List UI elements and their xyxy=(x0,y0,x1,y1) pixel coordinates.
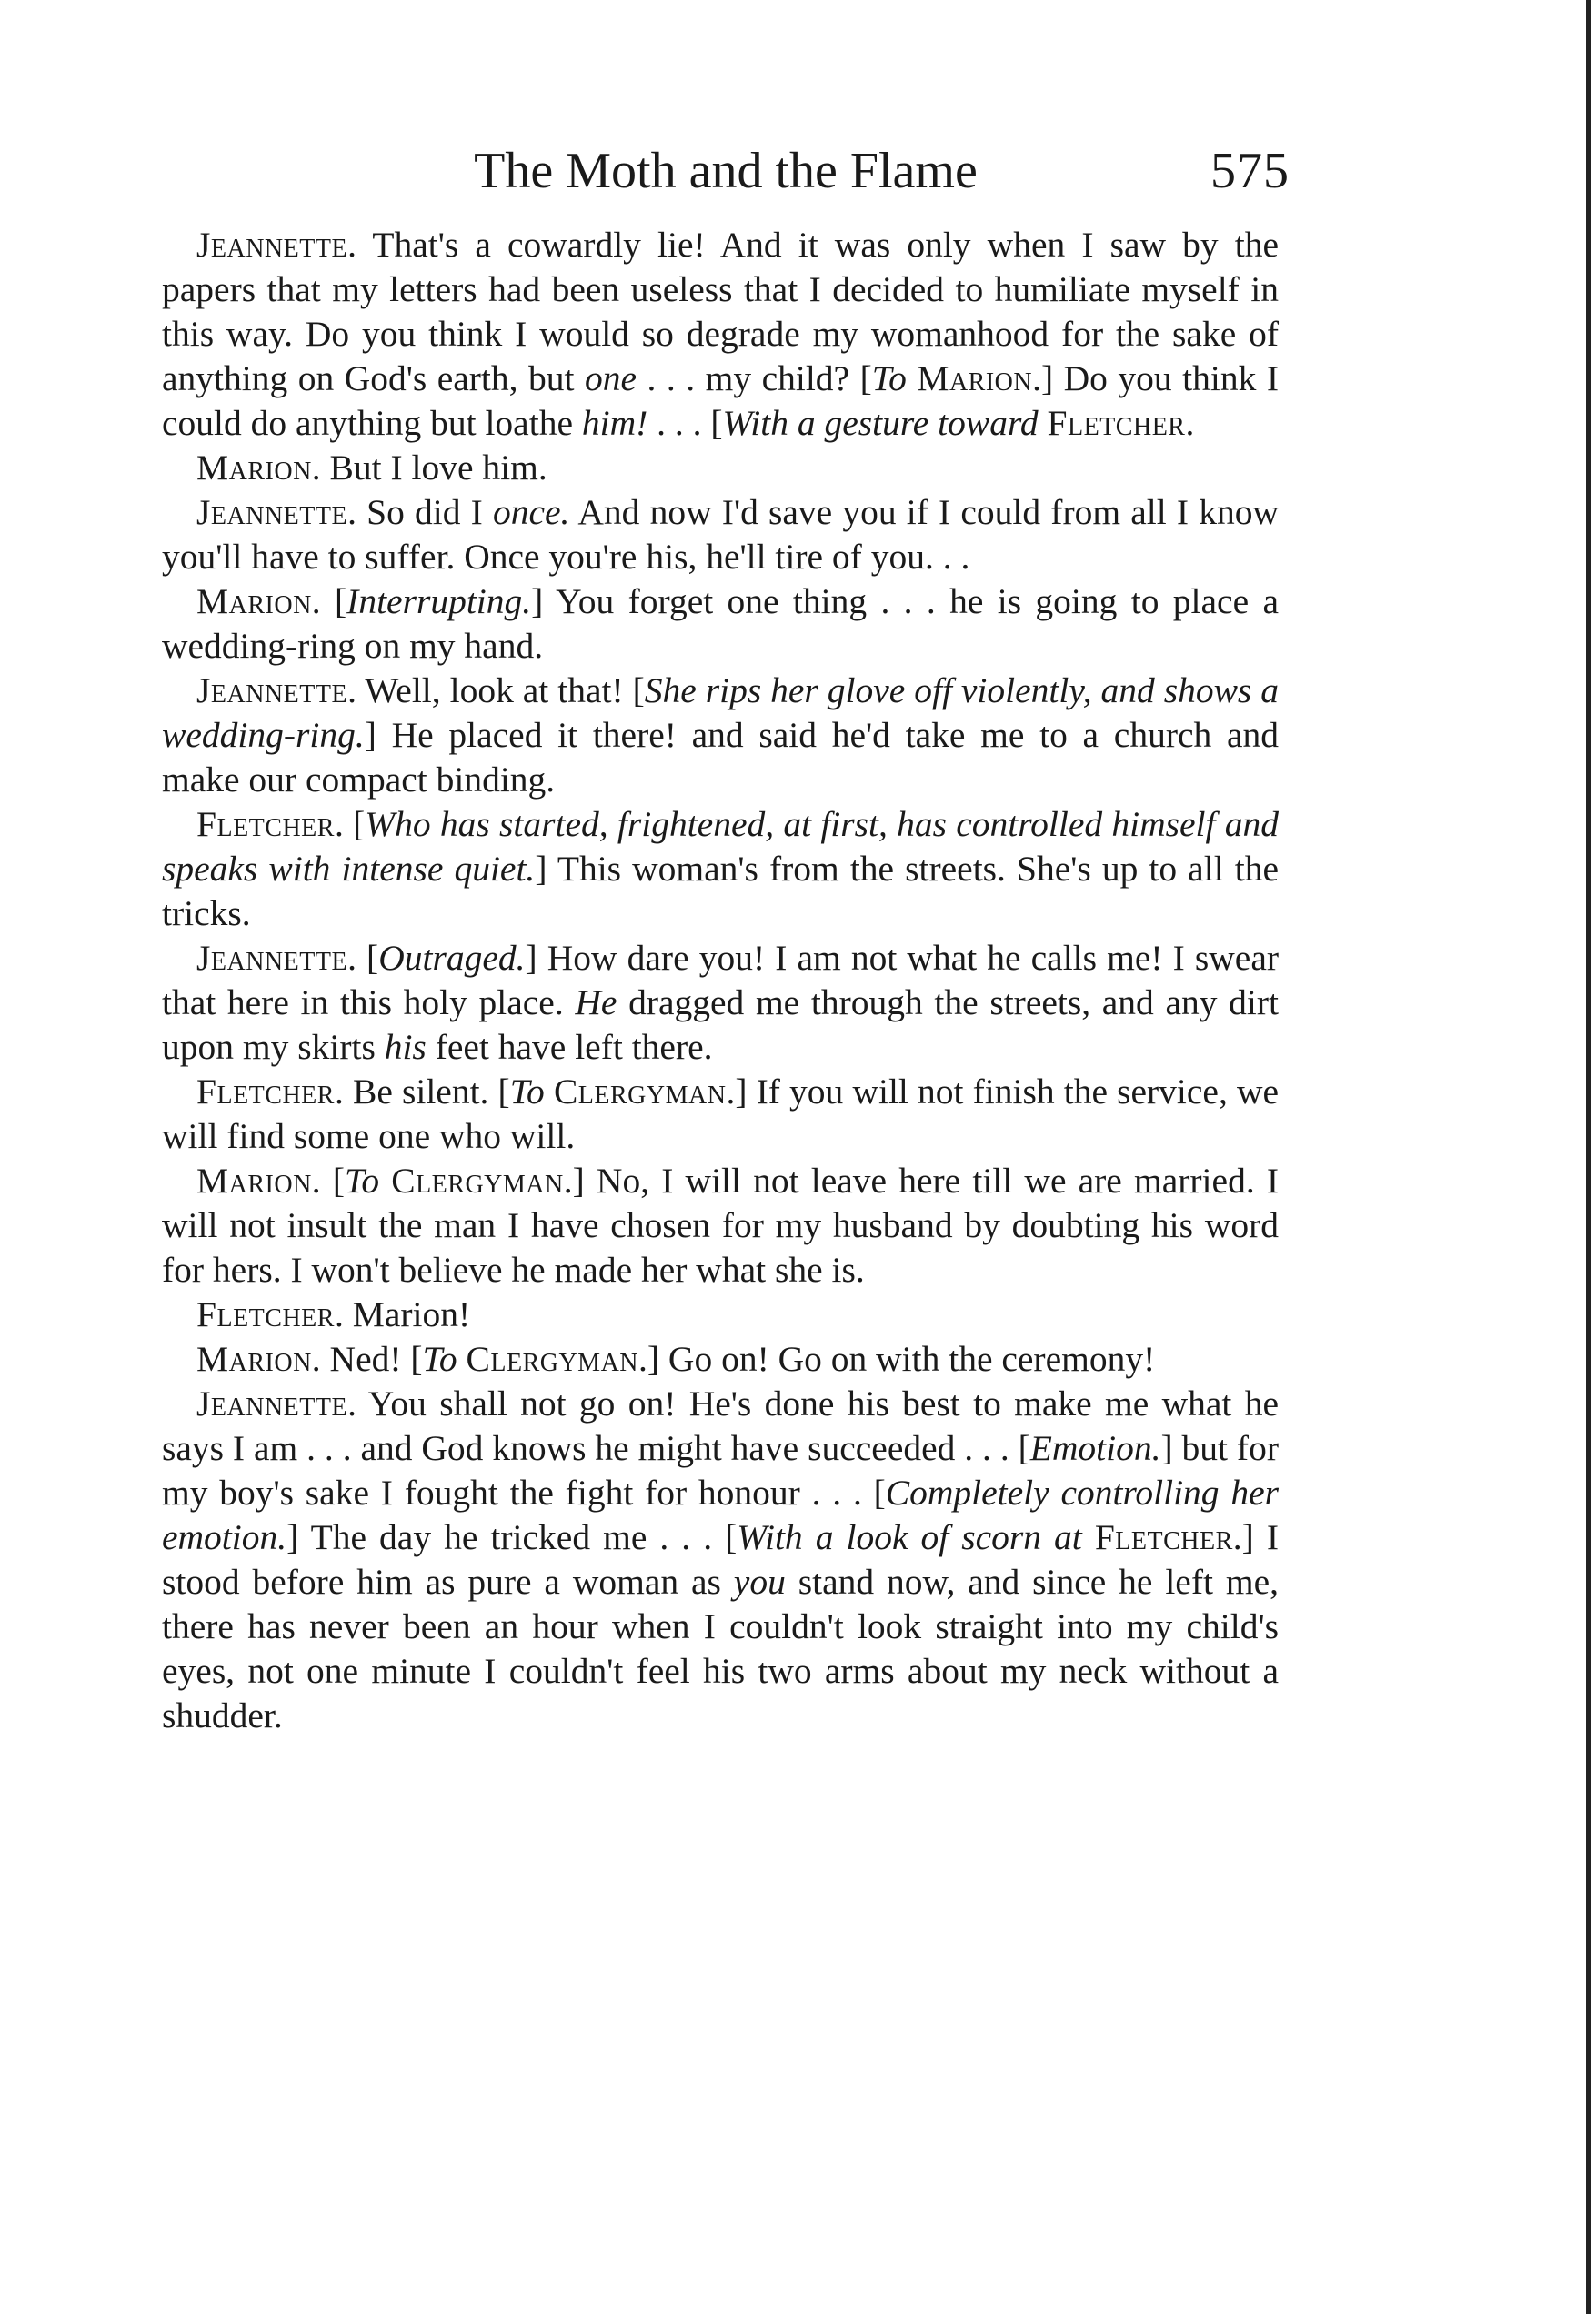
stage-direction: To xyxy=(871,358,907,398)
dialogue-text: . [ xyxy=(334,804,366,844)
dialogue-text xyxy=(379,1161,391,1201)
speaker-name: Clergyman xyxy=(466,1339,639,1379)
speaker-name: Fletcher xyxy=(1047,403,1186,443)
stage-direction: Completely controlling her emotion. xyxy=(162,1473,1279,1557)
dialogue-text: . [ xyxy=(347,938,379,978)
dialogue-text: . But I love him. xyxy=(311,448,547,488)
dialogue-text: .] I stood before him as pure a woman as xyxy=(162,1517,1280,1602)
stage-direction: She rips her glove off violently, and shows a wedding-ring. xyxy=(162,670,1280,755)
dialogue-text: . [ xyxy=(311,1161,345,1201)
dialogue-text: And now I'd save you if I could from all I know you'll have to suffer. Once you're his, he'll tire of you. . . xyxy=(162,492,1279,577)
running-header xyxy=(162,135,1290,207)
stage-direction: Outraged. xyxy=(378,938,526,978)
dialogue-text: ] The day he tricked me . . . [ xyxy=(286,1517,738,1557)
dialogue-text xyxy=(1039,403,1048,443)
speaker-name: Fletcher xyxy=(1094,1517,1233,1557)
dialogue-text: ] He placed it there! and said he'd take me to a church and make our compact binding. xyxy=(162,715,1279,800)
dialogue-text: ] but for my boy's sake I fought the fight for honour . . . [ xyxy=(162,1428,1279,1513)
stage-direction: you xyxy=(733,1562,786,1602)
dialogue-text: stand now, and since he left me, there has never been an hour when I couldn't look straight into my child's eyes, not one minute I couldn't feel his two arms about my neck without a shudder. xyxy=(162,1562,1279,1736)
dialogue-paragraph xyxy=(162,1159,1279,1293)
play-text xyxy=(162,223,1279,1738)
stage-direction: him! xyxy=(581,403,648,443)
stage-direction: once. xyxy=(492,492,570,532)
dialogue-text: .] No, I will not leave here till we are married. I will not insult the man I have chosen for my husband by doubting his word for hers. I won't believe he made her what she is. xyxy=(162,1161,1279,1290)
dialogue-text: . Well, look at that! [ xyxy=(347,670,645,710)
dialogue-text: ] This woman's from the streets. She's up to all the tricks. xyxy=(162,849,1279,933)
dialogue-text xyxy=(1082,1517,1095,1557)
speaker-name: Fletcher xyxy=(196,1294,335,1334)
stage-direction: Emotion. xyxy=(1029,1428,1161,1468)
stage-direction: his xyxy=(384,1027,427,1067)
dialogue-text: . You shall not go on! He's done his best to make me what he says I am . . . and God knows he might have succeeded . . . [ xyxy=(162,1383,1279,1468)
dialogue-paragraph xyxy=(162,446,1279,490)
running-title: The Moth and the Flame xyxy=(474,143,978,199)
dialogue-text: . Marion! xyxy=(334,1294,471,1334)
speaker-name: Marion xyxy=(196,581,312,621)
speaker-name: Marion xyxy=(196,1339,312,1379)
stage-direction: To xyxy=(344,1161,380,1201)
speaker-name: Jeannette xyxy=(196,1383,348,1424)
dialogue-paragraph xyxy=(162,669,1279,802)
dialogue-paragraph xyxy=(162,802,1279,936)
dialogue-text: feet have left there. xyxy=(426,1027,713,1067)
dialogue-text: . That's a cowardly lie! And it was only when I saw by the papers that my letters had been useless that I decided to humiliate myself in this way. Do you think I would so degrade my womanhood for the sake of anything on God's earth, but xyxy=(162,225,1279,398)
dialogue-text xyxy=(457,1339,467,1379)
dialogue-paragraph xyxy=(162,490,1279,579)
speaker-name: Fletcher xyxy=(196,1071,335,1112)
dialogue-paragraph xyxy=(162,1382,1279,1738)
dialogue-paragraph xyxy=(162,579,1279,669)
stage-direction: He xyxy=(575,982,617,1022)
dialogue-text: . . . [ xyxy=(647,403,723,443)
speaker-name: Marion xyxy=(196,1161,312,1201)
dialogue-text: . [ xyxy=(311,581,347,621)
speaker-name: Jeannette xyxy=(196,492,348,532)
dialogue-text: ] You forget one thing . . . he is going to place a wedding-ring on my hand. xyxy=(162,581,1279,666)
speaker-name: Jeannette xyxy=(196,670,348,710)
stage-direction: Who has started, frightened, at first, has controlled himself and speaks with intense quiet. xyxy=(162,804,1279,889)
dialogue-paragraph xyxy=(162,1293,1279,1337)
dialogue-text: . xyxy=(1185,403,1195,443)
page-number: 575 xyxy=(1210,143,1290,199)
speaker-name: Jeannette xyxy=(196,938,348,978)
speaker-name: Clergyman xyxy=(391,1161,564,1201)
stage-direction: To xyxy=(509,1071,545,1112)
stage-direction: one xyxy=(584,358,637,398)
dialogue-text xyxy=(545,1071,554,1112)
dialogue-paragraph xyxy=(162,223,1279,446)
dialogue-text: .] Do you think I could do anything but loathe xyxy=(162,358,1279,443)
dialogue-text: . So did I xyxy=(347,492,493,532)
speaker-name: Fletcher xyxy=(196,804,335,844)
dialogue-paragraph xyxy=(162,1070,1279,1159)
dialogue-paragraph xyxy=(162,1337,1279,1382)
dialogue-text xyxy=(907,358,918,398)
speaker-name: Marion xyxy=(917,358,1033,398)
dialogue-text: ] How dare you! I am not what he calls me! I swear that here in this holy place. xyxy=(162,938,1280,1022)
speaker-name: Jeannette xyxy=(196,225,348,265)
speaker-name: Clergyman xyxy=(553,1071,727,1112)
dialogue-paragraph xyxy=(162,936,1279,1070)
dialogue-text: .] If you will not finish the service, we will find some one who will. xyxy=(162,1071,1280,1156)
stage-direction: With a look of scorn at xyxy=(737,1517,1082,1557)
dialogue-text: . Ned! [ xyxy=(311,1339,423,1379)
dialogue-text: .] Go on! Go on with the ceremony! xyxy=(638,1339,1156,1379)
stage-direction: To xyxy=(422,1339,457,1379)
speaker-name: Marion xyxy=(196,448,312,488)
dialogue-text: . . . my child? [ xyxy=(637,358,872,398)
dialogue-text: dragged me through the streets, and any dirt upon my skirts xyxy=(162,982,1279,1067)
stage-direction: With a gesture toward xyxy=(722,403,1039,443)
page-edge-rule xyxy=(1586,0,1591,2314)
dialogue-text: . Be silent. [ xyxy=(334,1071,510,1112)
stage-direction: Interrupting. xyxy=(346,581,532,621)
